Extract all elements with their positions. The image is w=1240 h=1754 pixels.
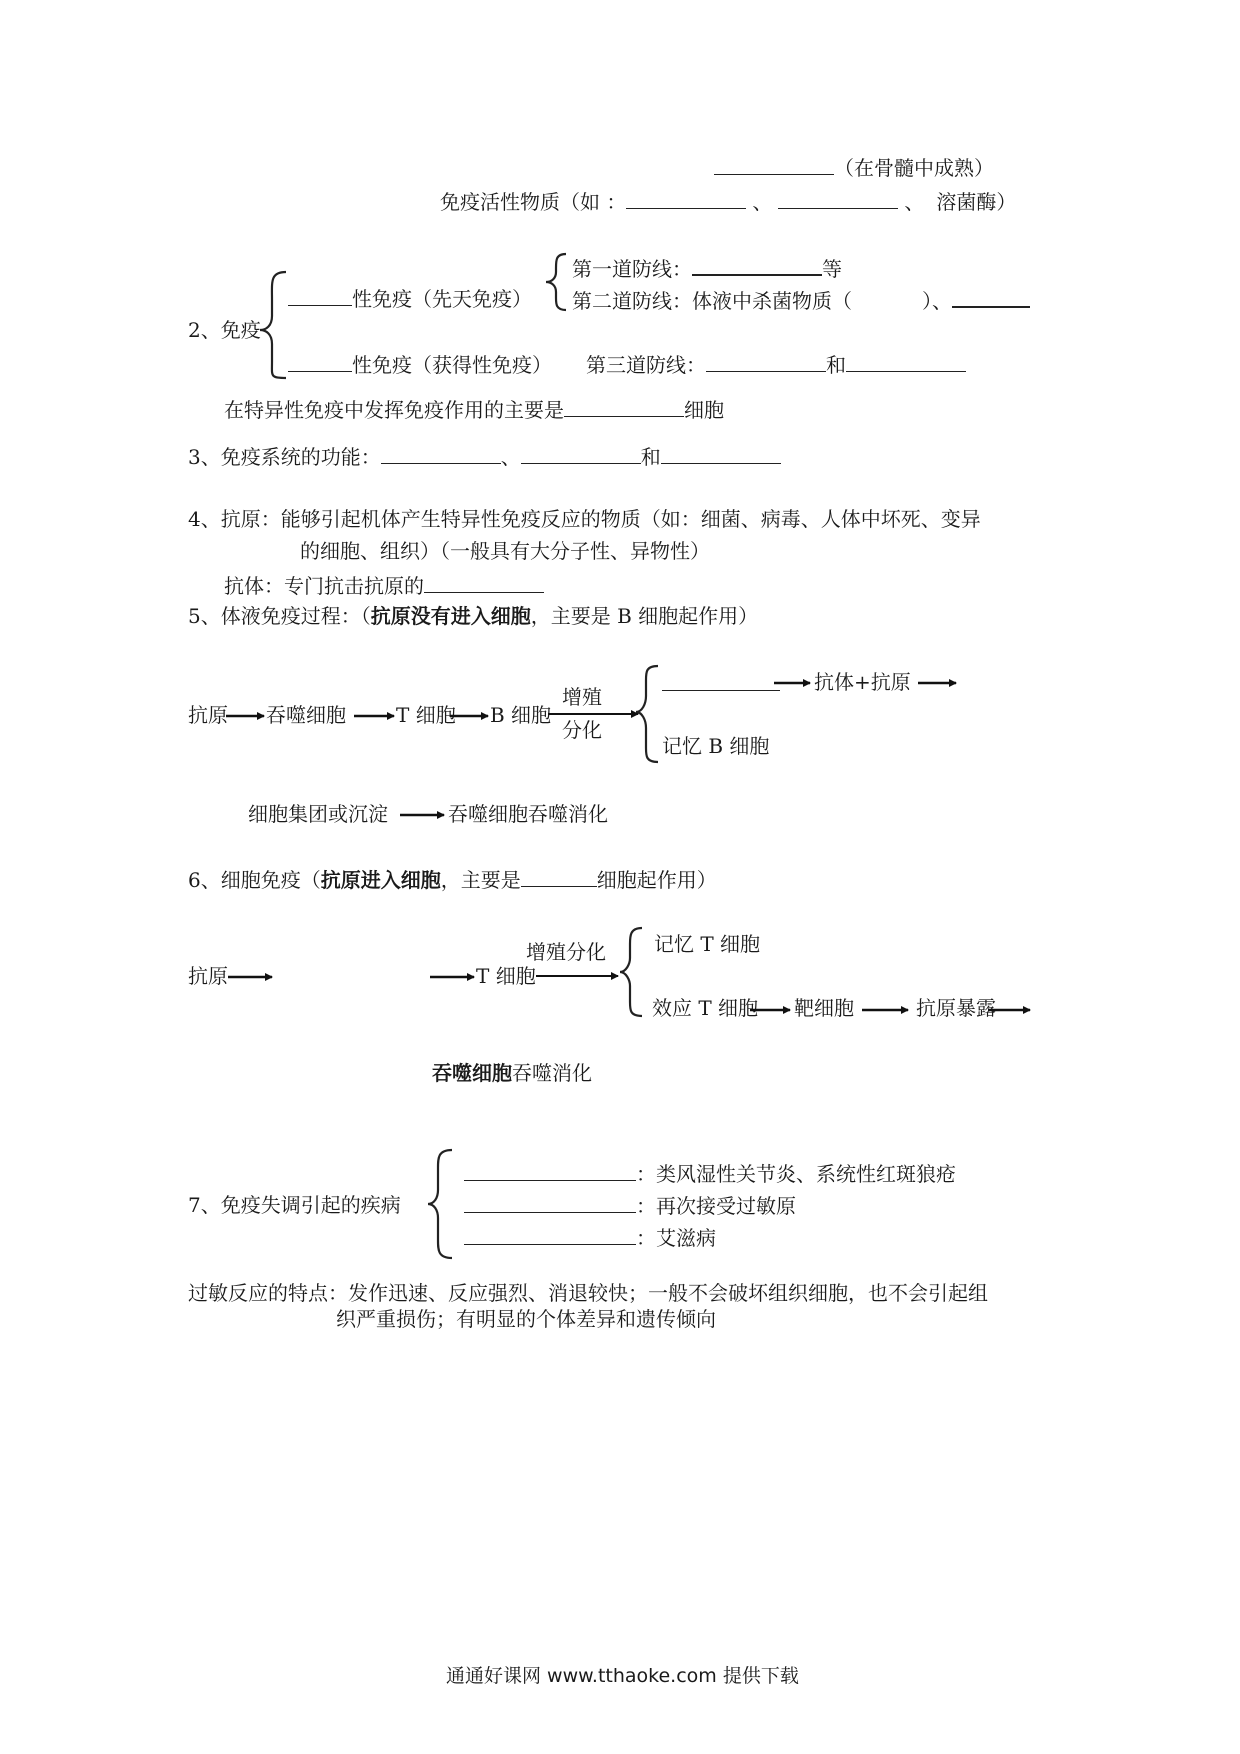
humoral-antigen: 抗原 bbox=[188, 703, 228, 727]
cell-cluster: 细胞集团或沉淀 bbox=[248, 802, 388, 826]
main-cells-suffix: 细胞 bbox=[684, 398, 724, 422]
antigen-exposed: 抗原暴露 bbox=[916, 996, 996, 1020]
sec3-label: 3、免疫系统的功能： bbox=[188, 445, 381, 469]
sec5-title-bold: 抗原没有进入细胞 bbox=[370, 604, 531, 628]
autoimmune-label: ：类风湿性关节炎、系统性红斑狼疮 bbox=[636, 1162, 956, 1186]
second-defense-label: 第二道防线：体液中杀菌物质（ bbox=[572, 289, 852, 313]
phagocyte-digest: 吞噬细胞吞噬消化 bbox=[448, 802, 608, 826]
separator: 、 bbox=[904, 190, 925, 214]
allergy-features-1: 过敏反应的特点：发作迅速、反应强烈、消退较快；一般不会破坏组织细胞，也不会引起组 bbox=[188, 1281, 988, 1305]
brace-disorders bbox=[428, 1150, 452, 1258]
proliferate-label: 增殖 bbox=[562, 685, 602, 709]
first-defense-label: 第一道防线： bbox=[572, 257, 692, 281]
sec6-title-suffix: 细胞起作用） bbox=[596, 868, 717, 892]
sec5-title-suffix: ，主要是 B 细胞起作用） bbox=[530, 604, 759, 628]
sec6-title-bold: 抗原进入细胞 bbox=[320, 868, 441, 892]
memory-t-cell: 记忆 T 细胞 bbox=[654, 932, 761, 956]
main-cells-prefix: 在特异性免疫中发挥免疫作用的主要是 bbox=[224, 398, 564, 422]
first-defense-suffix: 等 bbox=[822, 257, 842, 281]
sec6-title-prefix: 6、细胞免疫（ bbox=[188, 868, 321, 892]
brace-sec2 bbox=[260, 272, 286, 378]
cellular-antigen: 抗原 bbox=[188, 964, 228, 988]
and-label: 和 bbox=[640, 445, 661, 469]
specific-label: 性免疫（获得性免疫） bbox=[352, 353, 552, 377]
phagocyte-bold: 吞噬细胞 bbox=[432, 1061, 512, 1085]
second-defense-mid: ）、 bbox=[922, 289, 952, 313]
antibody-antigen: 抗体+抗原 bbox=[814, 670, 911, 694]
effector-t-cell: 效应 T 细胞 bbox=[652, 996, 759, 1020]
antigen-definition-1: 4、抗原：能够引起机体产生特异性免疫反应的物质（如：细菌、病毒、人体中坏死、变异 bbox=[188, 507, 981, 531]
digest-label: 吞噬消化 bbox=[512, 1061, 592, 1085]
brace-humoral bbox=[636, 666, 658, 762]
sec6-title-mid: ，主要是 bbox=[440, 868, 521, 892]
sec7-label: 7、免疫失调引起的疾病 bbox=[188, 1193, 401, 1217]
humoral-phagocyte: 吞噬细胞 bbox=[266, 703, 346, 727]
third-defense-label: 第三道防线： bbox=[586, 353, 706, 377]
allergy-label: ：再次接受过敏原 bbox=[636, 1194, 796, 1218]
antigen-definition-2: 的细胞、组织）（一般具有大分子性、异物性） bbox=[300, 539, 710, 563]
footer: 通通好课网 www.tthaoke.com 提供下载 bbox=[446, 1665, 799, 1687]
brace-nonspecific bbox=[546, 254, 566, 310]
aids-label: ：艾滋病 bbox=[636, 1226, 716, 1250]
lysozyme: 溶菌酶） bbox=[936, 190, 1017, 214]
memory-b-cell: 记忆 B 细胞 bbox=[662, 734, 770, 758]
sec2-label: 2、免疫 bbox=[188, 318, 261, 342]
target-cell: 靶细胞 bbox=[794, 996, 854, 1020]
antibody-label: 抗体：专门抗击抗原的 bbox=[224, 574, 424, 598]
sec5-title-prefix: 5、体液免疫过程：（ bbox=[188, 604, 371, 628]
active-substances-prefix: 免疫活性物质（如 ： bbox=[440, 190, 627, 214]
bone-marrow-note: （在骨髓中成熟） bbox=[834, 156, 994, 180]
prolif-diff-label: 增殖分化 bbox=[526, 940, 606, 964]
separator: 、 bbox=[500, 445, 521, 469]
humoral-t-cell: T 细胞 bbox=[396, 703, 456, 727]
and-label: 和 bbox=[826, 353, 846, 377]
allergy-features-2: 织严重损伤；有明显的个体差异和遗传倾向 bbox=[336, 1307, 716, 1331]
humoral-b-cell: B 细胞 bbox=[490, 703, 552, 727]
cellular-t-cell: T 细胞 bbox=[476, 964, 536, 988]
separator: 、 bbox=[752, 190, 773, 214]
brace-cellular bbox=[620, 928, 642, 1016]
differentiate-label: 分化 bbox=[562, 718, 602, 742]
nonspecific-label: 性免疫（先天免疫） bbox=[352, 287, 532, 311]
